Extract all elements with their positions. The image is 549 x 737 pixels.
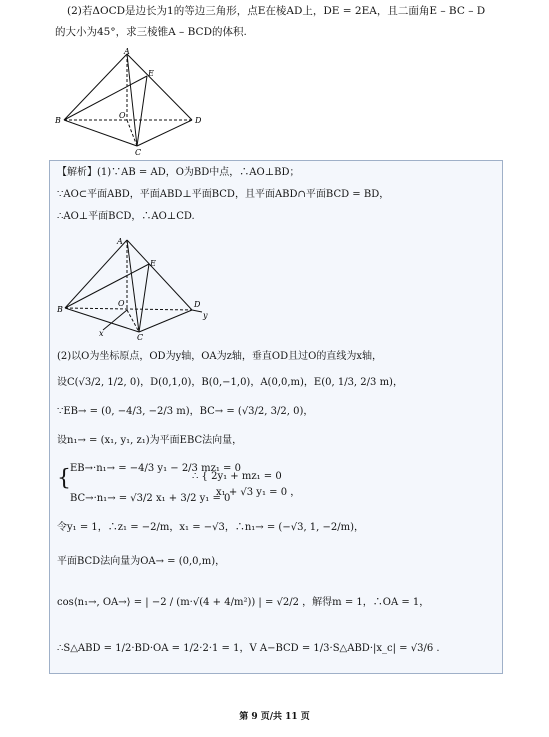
label-D2: D (194, 300, 201, 309)
solution-line-9: 令y₁ = 1，∴z₁ = −2/m，x₁ = −√3，∴n₁→ = (−√3, 1, −2/m)， (57, 522, 365, 533)
tetrahedron-figure (55, 46, 215, 156)
solution-line-6: ∵EB→ = (0, −4/3, −2/3 m)，BC→ = (√3/2, 3/2, 0)， (57, 406, 314, 417)
label-B2: B (57, 305, 63, 314)
solution-line-5: 设C(√3/2, 1/2, 0)，D(0,1,0)，B(0,−1,0)，A(0,0,m)，E(0, 1/3, 2/3 m)， (57, 377, 403, 388)
problem-line-2: 的大小为45°，求三棱锥A – BCD的体积. (55, 26, 247, 38)
solution-line-12: ∴S△ABD = 1/2·BD·OA = 1/2·2·1 = 1，V A−BCD = 1/3·S△ABD·|x_c| = √3/6 . (57, 643, 440, 654)
tetrahedron-axes-figure (57, 232, 217, 340)
label-y-axis: y (203, 311, 208, 320)
label-O: O (119, 111, 126, 120)
label-A: A (124, 47, 130, 56)
label-C2: C (137, 333, 144, 340)
solution-eq-1: EB→·n₁→ = −4/3 y₁ − 2/3 mz₁ = 0 (70, 463, 241, 474)
label-O2: O (118, 299, 125, 308)
label-B: B (55, 116, 61, 125)
label-E2: E (150, 259, 156, 268)
label-x-axis: x (99, 329, 104, 338)
solution-line-7: 设n₁→ = (x₁, y₁, z₁)为平面EBC法向量， (57, 435, 243, 446)
solution-eq-3: ∴ { 2y₁ + mz₁ = 0 (192, 471, 282, 482)
problem-line-1: (2)若ΔOCD是边长为1的等边三角形，点E在棱AD上，DE = 2EA，且二面角E – BC – D (67, 5, 486, 17)
solution-line-10: 平面BCD法向量为OA→ = (0,0,m)， (57, 556, 226, 567)
left-brace: { (57, 466, 71, 491)
solution-line-4: (2)以O为坐标原点，OD为y轴，OA为z轴，垂直OD且过O的直线为x轴， (57, 351, 382, 362)
page-footer: 第 9 页/共 11 页 (239, 712, 310, 722)
solution-line-1: 【解析】(1)∵AB = AD，O为BD中点，∴AO⊥BD； (57, 167, 300, 178)
solution-line-2: ∵AO⊂平面ABD，平面ABD⊥平面BCD，且平面ABD∩平面BCD = BD， (57, 189, 390, 200)
label-D: D (195, 116, 202, 125)
solution-eq-4: x₁ + √3 y₁ = 0 ， (216, 487, 301, 498)
solution-line-3: ∴AO⊥平面BCD，∴AO⊥CD. (57, 211, 195, 222)
solution-eq-2: BC→·n₁→ = √3/2 x₁ + 3/2 y₁ = 0 (70, 493, 231, 504)
solution-line-11: cos⟨n₁→, OA→⟩ = | −2 / (m·√(4 + 4/m²)) | = √2/2 ，解得m = 1，∴OA = 1， (57, 597, 430, 608)
label-C: C (135, 148, 142, 156)
label-A2: A (117, 237, 123, 246)
label-E: E (148, 69, 154, 78)
